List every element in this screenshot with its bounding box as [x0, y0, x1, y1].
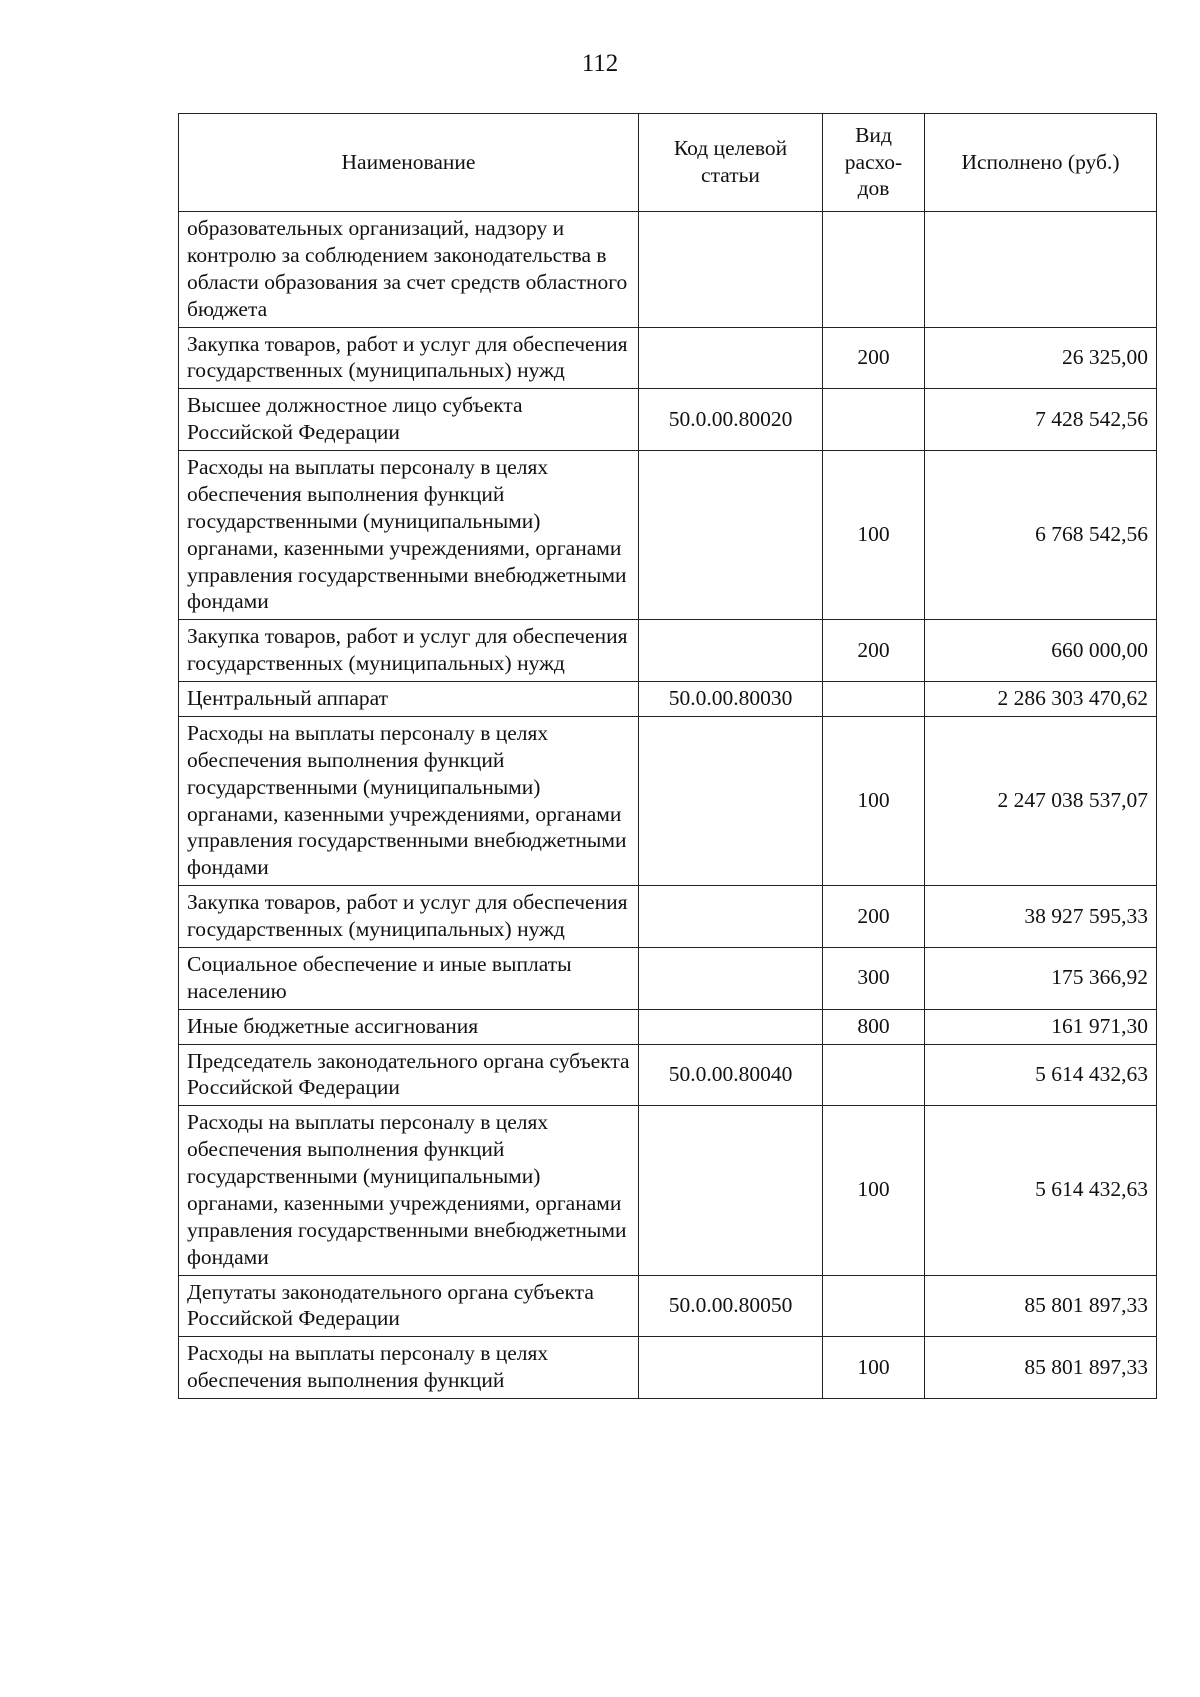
table-row	[179, 1009, 1157, 1044]
row-sum: 660 000,00	[925, 620, 1157, 682]
row-type: 100	[823, 451, 925, 620]
table-row	[179, 1275, 1157, 1337]
row-code	[639, 886, 823, 948]
row-code	[639, 451, 823, 620]
table-row	[179, 212, 1157, 328]
row-sum: 2 247 038 537,07	[925, 716, 1157, 885]
row-name: образовательных организаций, надзору и контролю за соблюдением законодательства в области образования за счет средств областного бюджета	[179, 212, 639, 328]
row-code	[639, 716, 823, 885]
row-code: 50.0.00.80050	[639, 1275, 823, 1337]
row-type: 800	[823, 1009, 925, 1044]
row-sum: 26 325,00	[925, 327, 1157, 389]
row-name: Иные бюджетные ассигнования	[179, 1009, 639, 1044]
row-name: Закупка товаров, работ и услуг для обеспечения государственных (муниципальных) нужд	[179, 327, 639, 389]
row-sum: 7 428 542,56	[925, 389, 1157, 451]
table-row	[179, 716, 1157, 885]
row-name: Центральный аппарат	[179, 682, 639, 717]
row-type: 100	[823, 1106, 925, 1275]
row-name: Расходы на выплаты персоналу в целях обеспечения выполнения функций государственными (муниципальными) органами, казенными учреждениями, органами управления государственными внебюджетными фондами	[179, 451, 639, 620]
budget-table	[178, 113, 1157, 1399]
table-row	[179, 886, 1157, 948]
row-sum: 6 768 542,56	[925, 451, 1157, 620]
table-row	[179, 1044, 1157, 1106]
page-number: 112	[581, 50, 619, 77]
row-type: 100	[823, 1337, 925, 1399]
row-type: 200	[823, 620, 925, 682]
row-name: Расходы на выплаты персоналу в целях обеспечения выполнения функций государственными (муниципальными) органами, казенными учреждениями, органами управления государственными внебюджетными фондами	[179, 716, 639, 885]
row-code	[639, 620, 823, 682]
row-code	[639, 1106, 823, 1275]
row-type	[823, 389, 925, 451]
header-name: Наименование	[179, 114, 639, 212]
row-sum	[925, 212, 1157, 328]
row-name: Расходы на выплаты персоналу в целях обеспечения выполнения функций	[179, 1337, 639, 1399]
table-header-row	[179, 114, 1157, 212]
row-type	[823, 682, 925, 717]
row-code	[639, 1337, 823, 1399]
row-name: Социальное обеспечение и иные выплаты населению	[179, 947, 639, 1009]
row-code: 50.0.00.80030	[639, 682, 823, 717]
row-type: 100	[823, 716, 925, 885]
table-row	[179, 682, 1157, 717]
row-sum: 5 614 432,63	[925, 1106, 1157, 1275]
header-sum: Исполнено (руб.)	[925, 114, 1157, 212]
row-sum: 85 801 897,33	[925, 1337, 1157, 1399]
header-type: Вид расхо-дов	[823, 114, 925, 212]
table-row	[179, 327, 1157, 389]
row-code: 50.0.00.80020	[639, 389, 823, 451]
table-row	[179, 620, 1157, 682]
table-row	[179, 1106, 1157, 1275]
row-name: Высшее должностное лицо субъекта Российской Федерации	[179, 389, 639, 451]
row-sum: 5 614 432,63	[925, 1044, 1157, 1106]
row-type: 200	[823, 886, 925, 948]
row-type: 300	[823, 947, 925, 1009]
row-code	[639, 1009, 823, 1044]
row-name: Расходы на выплаты персоналу в целях обеспечения выполнения функций государственными (муниципальными) органами, казенными учреждениями, органами управления государственными внебюджетными фондами	[179, 1106, 639, 1275]
table-row	[179, 947, 1157, 1009]
row-name: Председатель законодательного органа субъекта Российской Федерации	[179, 1044, 639, 1106]
row-name: Депутаты законодательного органа субъекта Российской Федерации	[179, 1275, 639, 1337]
row-type	[823, 1044, 925, 1106]
row-code: 50.0.00.80040	[639, 1044, 823, 1106]
table-row	[179, 1337, 1157, 1399]
row-code	[639, 947, 823, 1009]
row-sum: 38 927 595,33	[925, 886, 1157, 948]
row-type	[823, 1275, 925, 1337]
row-sum: 2 286 303 470,62	[925, 682, 1157, 717]
row-sum: 85 801 897,33	[925, 1275, 1157, 1337]
table-row	[179, 389, 1157, 451]
table-row	[179, 451, 1157, 620]
row-code	[639, 327, 823, 389]
row-code	[639, 212, 823, 328]
row-name: Закупка товаров, работ и услуг для обеспечения государственных (муниципальных) нужд	[179, 886, 639, 948]
row-sum: 175 366,92	[925, 947, 1157, 1009]
row-type	[823, 212, 925, 328]
header-code: Код целевой статьи	[639, 114, 823, 212]
row-type: 200	[823, 327, 925, 389]
row-name: Закупка товаров, работ и услуг для обеспечения государственных (муниципальных) нужд	[179, 620, 639, 682]
row-sum: 161 971,30	[925, 1009, 1157, 1044]
